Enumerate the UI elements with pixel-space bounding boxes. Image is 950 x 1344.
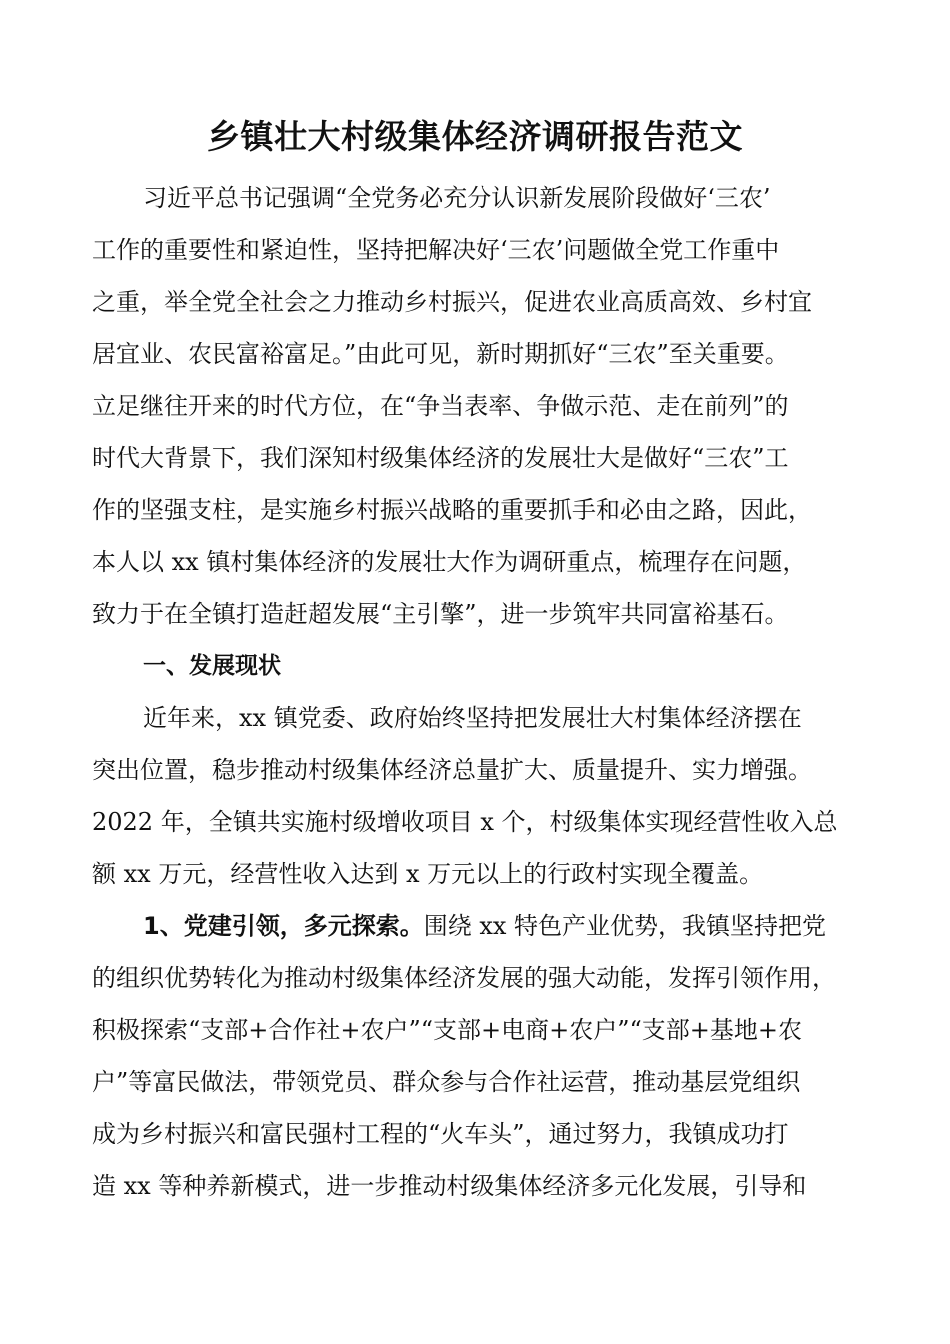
intro-line-1: 习近平总书记强调“全党务必充分认识新发展阶段做好‘三农’ bbox=[143, 184, 771, 212]
point1-line-3: 积极探索“支部+合作社+农户”“支部+电商+农户”“支部+基地+农 bbox=[92, 1016, 803, 1044]
intro-line-6: 时代大背景下，我们深知村级集体经济的发展壮大是做好“三农”工 bbox=[92, 444, 789, 472]
intro-line-8: 本人以 xx 镇村集体经济的发展壮大作为调研重点，梳理存在问题， bbox=[92, 548, 807, 576]
intro-line-9: 致力于在全镇打造赶超发展“主引擎”，进一步筑牢共同富裕基石。 bbox=[92, 600, 789, 628]
document-title: 乡镇壮大村级集体经济调研报告范文 bbox=[207, 117, 743, 156]
intro-line-4: 居宜业、农民富裕富足。”由此可见，新时期抓好“三农”至关重要。 bbox=[92, 340, 789, 368]
intro-line-7: 作的坚强支柱，是实施乡村振兴战略的重要抓手和必由之路，因此， bbox=[92, 496, 812, 524]
section1-line-2: 突出位置，稳步推动村级集体经济总量扩大、质量提升、实力增强。 bbox=[92, 756, 812, 784]
point1-first-rest: 围绕 xx 特色产业优势，我镇坚持把党 bbox=[423, 912, 827, 940]
section-heading-development-status: 一、发展现状 bbox=[143, 653, 281, 679]
intro-line-3: 之重，举全党全社会之力推动乡村振兴，促进农业高质高效、乡村宜 bbox=[92, 288, 812, 316]
point1-line-2: 的组织优势转化为推动村级集体经济发展的强大动能，发挥引领作用， bbox=[92, 964, 836, 992]
intro-line-5: 立足继往开来的时代方位，在“争当表率、争做示范、走在前列”的 bbox=[92, 392, 789, 420]
intro-line-2: 工作的重要性和紧迫性，坚持把解决好‘三农’问题做全党工作重中 bbox=[92, 236, 780, 264]
point1-lead: 1、党建引领，多元探索。 bbox=[143, 912, 424, 940]
point1-first-line bbox=[143, 900, 826, 952]
point1-line-6: 造 xx 等种养新模式，进一步推动村级集体经济多元化发展，引导和 bbox=[92, 1172, 807, 1200]
section1-line-1: 近年来，xx 镇党委、政府始终坚持把发展壮大村集体经济摆在 bbox=[143, 704, 802, 732]
section1-line-4: 额 xx 万元，经营性收入达到 x 万元以上的行政村实现全覆盖。 bbox=[92, 860, 764, 888]
point1-line-5: 成为乡村振兴和富民强村工程的“火车头”，通过努力，我镇成功打 bbox=[92, 1120, 789, 1148]
point1-line-4: 户”等富民做法，带领党员、群众参与合作社运营，推动基层党组织 bbox=[92, 1068, 801, 1096]
section1-line-3: 2022 年，全镇共实施村级增收项目 x 个，村级集体实现经营性收入总 bbox=[92, 808, 838, 836]
